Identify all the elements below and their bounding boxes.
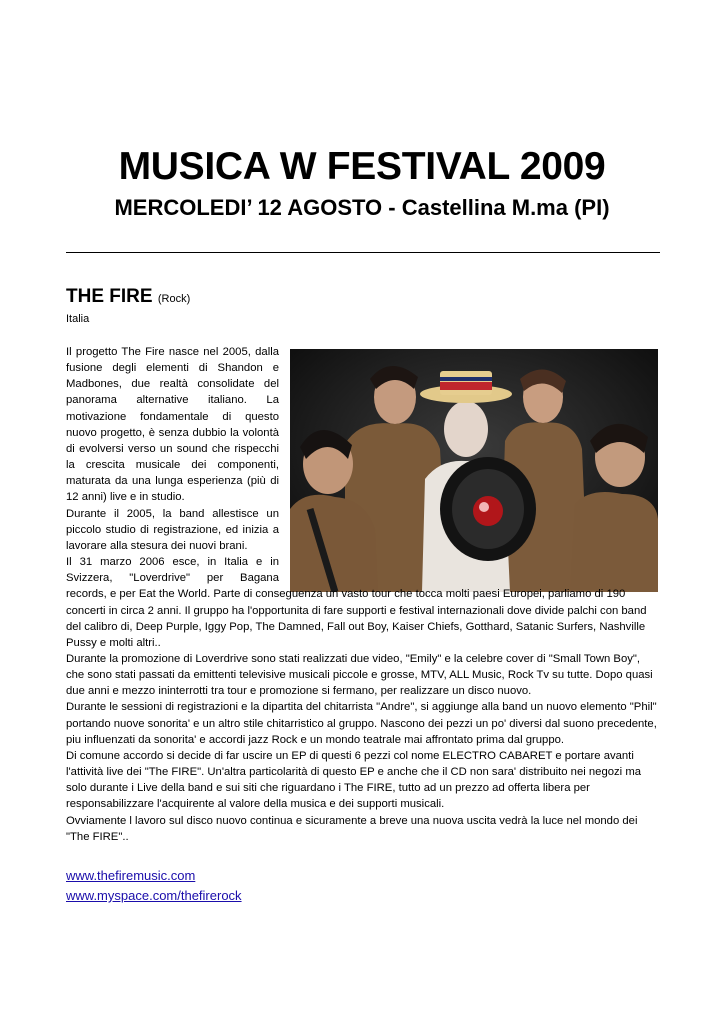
- biography-full-width: [66, 586, 659, 845]
- biography-left-column: [66, 344, 279, 586]
- page-title: MUSICA W FESTIVAL 2009: [118, 145, 606, 188]
- band-heading: [66, 285, 190, 311]
- bio-paragraph: Di comune accordo si decide di far uscire un EP di questi 6 pezzi col nome ELECTRO CABARET e portare avanti l'attività live dei "The FIRE". Un'altra particolarità di questo EP e anche che il CD non sara' distribuito nei negozi ma solo durante i Live della band e sui siti che riguardano i The FIRE, tutto ad un prezzo ad offerta libera per responsabilizzare l'acquirente al valore della musica e dei supporti musicali.: [66, 749, 642, 811]
- divider: [66, 252, 660, 253]
- website-link[interactable]: www.thefiremusic.com: [66, 868, 196, 883]
- bio-paragraph: Durante il 2005, la band allestisce un piccolo studio di registrazione, ed inizia a lavorare alla stesura dei nuovi brani.: [66, 507, 279, 552]
- band-country: Italia: [66, 313, 90, 325]
- bio-paragraph: Ovviamente l lavoro sul disco nuovo continua e sicuramente a breve una nuova uscita vedrà la luce nel mondo dei "The FIRE"..: [66, 814, 638, 843]
- bio-paragraph: Il progetto The Fire nasce nel 2005, dalla fusione degli elementi di Shandon e Madbones, due realtà consolidate del panorama alternative italiano. La motivazione fondamentale di questo nuovo progetto, è senza dubbio la volontà di evolversi verso un sound che rispecchi la crescita musicale dei componenti, maturata da una lunga esperienza (più di 12 anni) live e in studio.: [66, 346, 279, 504]
- bio-paragraph: records, e per Eat the World. Parte di conseguenza un vasto tour che tocca molti paesi Europei, parliamo di 190 concerti in circa 2 anni. Il gruppo ha l'opportunita di fare supporti e festival internazionali dove divide palchi con band del calibro di, Deep Purple, Iggy Pop, The Damned, Fall out Boy, Kaiser Chiefs, Gotthard, Satanic Surfers, Nashville Pussy e molti altri..: [66, 588, 647, 649]
- event-subtitle: MERCOLEDI’ 12 AGOSTO - Castellina M.ma (PI): [114, 195, 610, 220]
- bio-paragraph: Durante le sessioni di registrazioni e la dipartita del chitarrista "Andre", si aggiunge alla band un nuovo elemento "Phil" portando nuove sonorita' e un altro stile chitarristico al gruppo. Nascono dei pezzi un po' diversi dal suono precedente, piu influenzati da sonorita' e accordi jazz Rock e un mondo teatrale mai affrontato prima dal gruppo.: [66, 701, 657, 746]
- band-name: THE FIRE: [66, 286, 153, 307]
- band-links: [66, 866, 242, 906]
- band-biography: [66, 344, 659, 845]
- band-genre: (Rock): [157, 293, 191, 305]
- bio-paragraph: Il 31 marzo 2006 esce, in Italia e in Svizzera, "Loverdrive" per Bagana: [66, 556, 279, 585]
- myspace-link[interactable]: www.myspace.com/thefirerock: [66, 888, 242, 903]
- bio-paragraph: Durante la promozione di Loverdrive sono stati realizzati due video, "Emily" e la celebre cover di "Small Town Boy", che sono stati passati da emittenti televisive musicali piccole e grosse, MTV, ALL Music, Rock Tv su tutte. Dopo quasi due anni e mezzo ininterrotti tra tour e promozione si fermano, per realizzare un disco nuovo.: [66, 652, 653, 698]
